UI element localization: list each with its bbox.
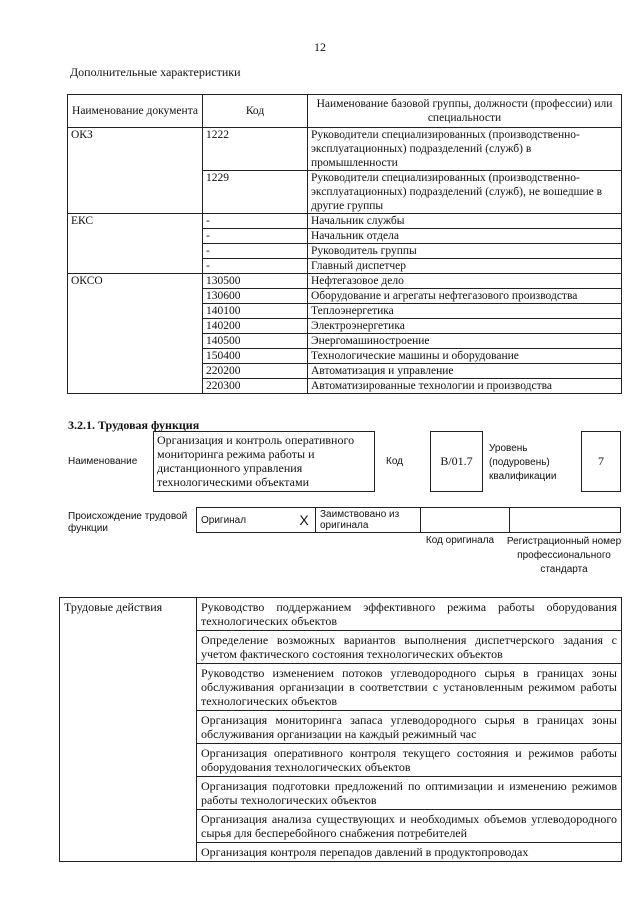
- labor-action-item: Организация подготовки предложений по оптимизации и изменению режимов работы технологических объектов: [197, 777, 622, 810]
- function-code-label: Код: [386, 456, 404, 467]
- page-number: 12: [314, 40, 326, 54]
- labor-action-item: Организация контроля перепадов давлений в продуктопроводах: [197, 843, 622, 862]
- labor-action-item: Организация мониторинга запаса углеводородного сырья в границах зоны обслуживания организации на каждый режимный час: [197, 711, 622, 744]
- code-cell: 1229: [203, 171, 308, 214]
- labor-action-item: Организация анализа существующих и необходимых объемов углеводородного сырья для бесперебойного снабжения потребителей: [197, 810, 622, 843]
- group-name-cell: Автоматизированные технологии и производства: [308, 379, 622, 394]
- labor-actions-body: [60, 598, 622, 862]
- group-name-cell: Теплоэнергетика: [308, 304, 622, 319]
- document-cell: ОКСО: [68, 274, 203, 394]
- origin-code-cell: [421, 508, 510, 533]
- code-cell: -: [203, 229, 308, 244]
- group-name-cell: Главный диспетчер: [308, 259, 622, 274]
- characteristics-header-row: [68, 95, 622, 128]
- code-cell: 220300: [203, 379, 308, 394]
- code-cell: 130500: [203, 274, 308, 289]
- characteristics-body: [68, 128, 622, 394]
- group-name-cell: Автоматизация и управление: [308, 364, 622, 379]
- group-name-cell: Руководители специализированных (производственно-эксплуатационных) подразделений (служб), не вошедшие в другие группы: [308, 171, 622, 214]
- labor-action-item: Организация оперативного контроля текущего состояния и режимов работы оборудования технологических объектов: [197, 744, 622, 777]
- code-cell: -: [203, 259, 308, 274]
- code-cell: 1222: [203, 128, 308, 171]
- labor-actions-table: [59, 597, 622, 862]
- group-name-cell: Оборудование и агрегаты нефтегазового производства: [308, 289, 622, 304]
- origin-reg-number-cell: [510, 508, 621, 533]
- code-cell: 130600: [203, 289, 308, 304]
- code-cell: 140500: [203, 334, 308, 349]
- origin-original-label: Оригинал: [197, 508, 294, 533]
- header-group-name: Наименование базовой группы, должности (профессии) или специальности: [308, 95, 622, 128]
- labor-action-item: Определение возможных вариантов выполнения диспетчерского задания с учетом фактического состояния технологических объектов: [197, 631, 622, 664]
- function-code-value: B/01.7: [430, 431, 483, 492]
- labor-action-item: Руководство изменением потоков углеводородного сырья в границах зоны обслуживания организации в соответствии с установленным режимом работы технологических объектов: [197, 664, 622, 711]
- origin-label: Происхождение трудовой функции: [68, 511, 188, 534]
- group-name-cell: Начальник отдела: [308, 229, 622, 244]
- group-name-cell: Электроэнергетика: [308, 319, 622, 334]
- origin-table: [196, 507, 621, 533]
- group-name-cell: Руководители специализированных (производственно-эксплуатационных) подразделений (служб) в промышленности: [308, 128, 622, 171]
- characteristics-row: [68, 128, 622, 171]
- origin-original-mark: X: [293, 508, 316, 533]
- labor-action-item: Руководство поддержанием эффективного режима работы оборудования технологических объектов: [197, 598, 622, 631]
- document-cell: ЕКС: [68, 214, 203, 274]
- origin-borrowed-label: Заимствовано из оригинала: [316, 508, 421, 533]
- section-heading: Дополнительные характеристики: [70, 65, 241, 79]
- origin-row: [197, 508, 621, 533]
- group-name-cell: Начальник службы: [308, 214, 622, 229]
- reg-number-label: Регистрационный номер профессионального стандарта: [506, 536, 622, 575]
- code-cell: -: [203, 244, 308, 259]
- labor-function-heading: 3.2.1. Трудовая функция: [68, 418, 200, 432]
- group-name-cell: Нефтегазовое дело: [308, 274, 622, 289]
- header-code: Код: [203, 95, 308, 128]
- characteristics-row: [68, 214, 622, 229]
- code-cell: 140100: [203, 304, 308, 319]
- qualification-level-label: Уровень (подуровень) квалификации: [489, 443, 557, 482]
- function-name-value: Организация и контроль оперативного мониторинга режима работы и дистанционного управления технологическими объектами: [153, 431, 375, 492]
- group-name-cell: Технологические машины и оборудование: [308, 349, 622, 364]
- code-cell: 220200: [203, 364, 308, 379]
- document-cell: ОКЗ: [68, 128, 203, 214]
- labor-actions-label: Трудовые действия: [60, 598, 197, 862]
- code-cell: -: [203, 214, 308, 229]
- code-cell: 150400: [203, 349, 308, 364]
- group-name-cell: Руководитель группы: [308, 244, 622, 259]
- code-cell: 140200: [203, 319, 308, 334]
- qualification-level-value: 7: [581, 431, 621, 492]
- labor-action-row: [60, 598, 622, 631]
- header-document: Наименование документа: [68, 95, 203, 128]
- characteristics-row: [68, 274, 622, 289]
- code-original-label: Код оригинала: [425, 535, 495, 546]
- function-name-label: Наименование: [68, 456, 138, 467]
- group-name-cell: Энергомашиностроение: [308, 334, 622, 349]
- characteristics-table: [67, 94, 622, 394]
